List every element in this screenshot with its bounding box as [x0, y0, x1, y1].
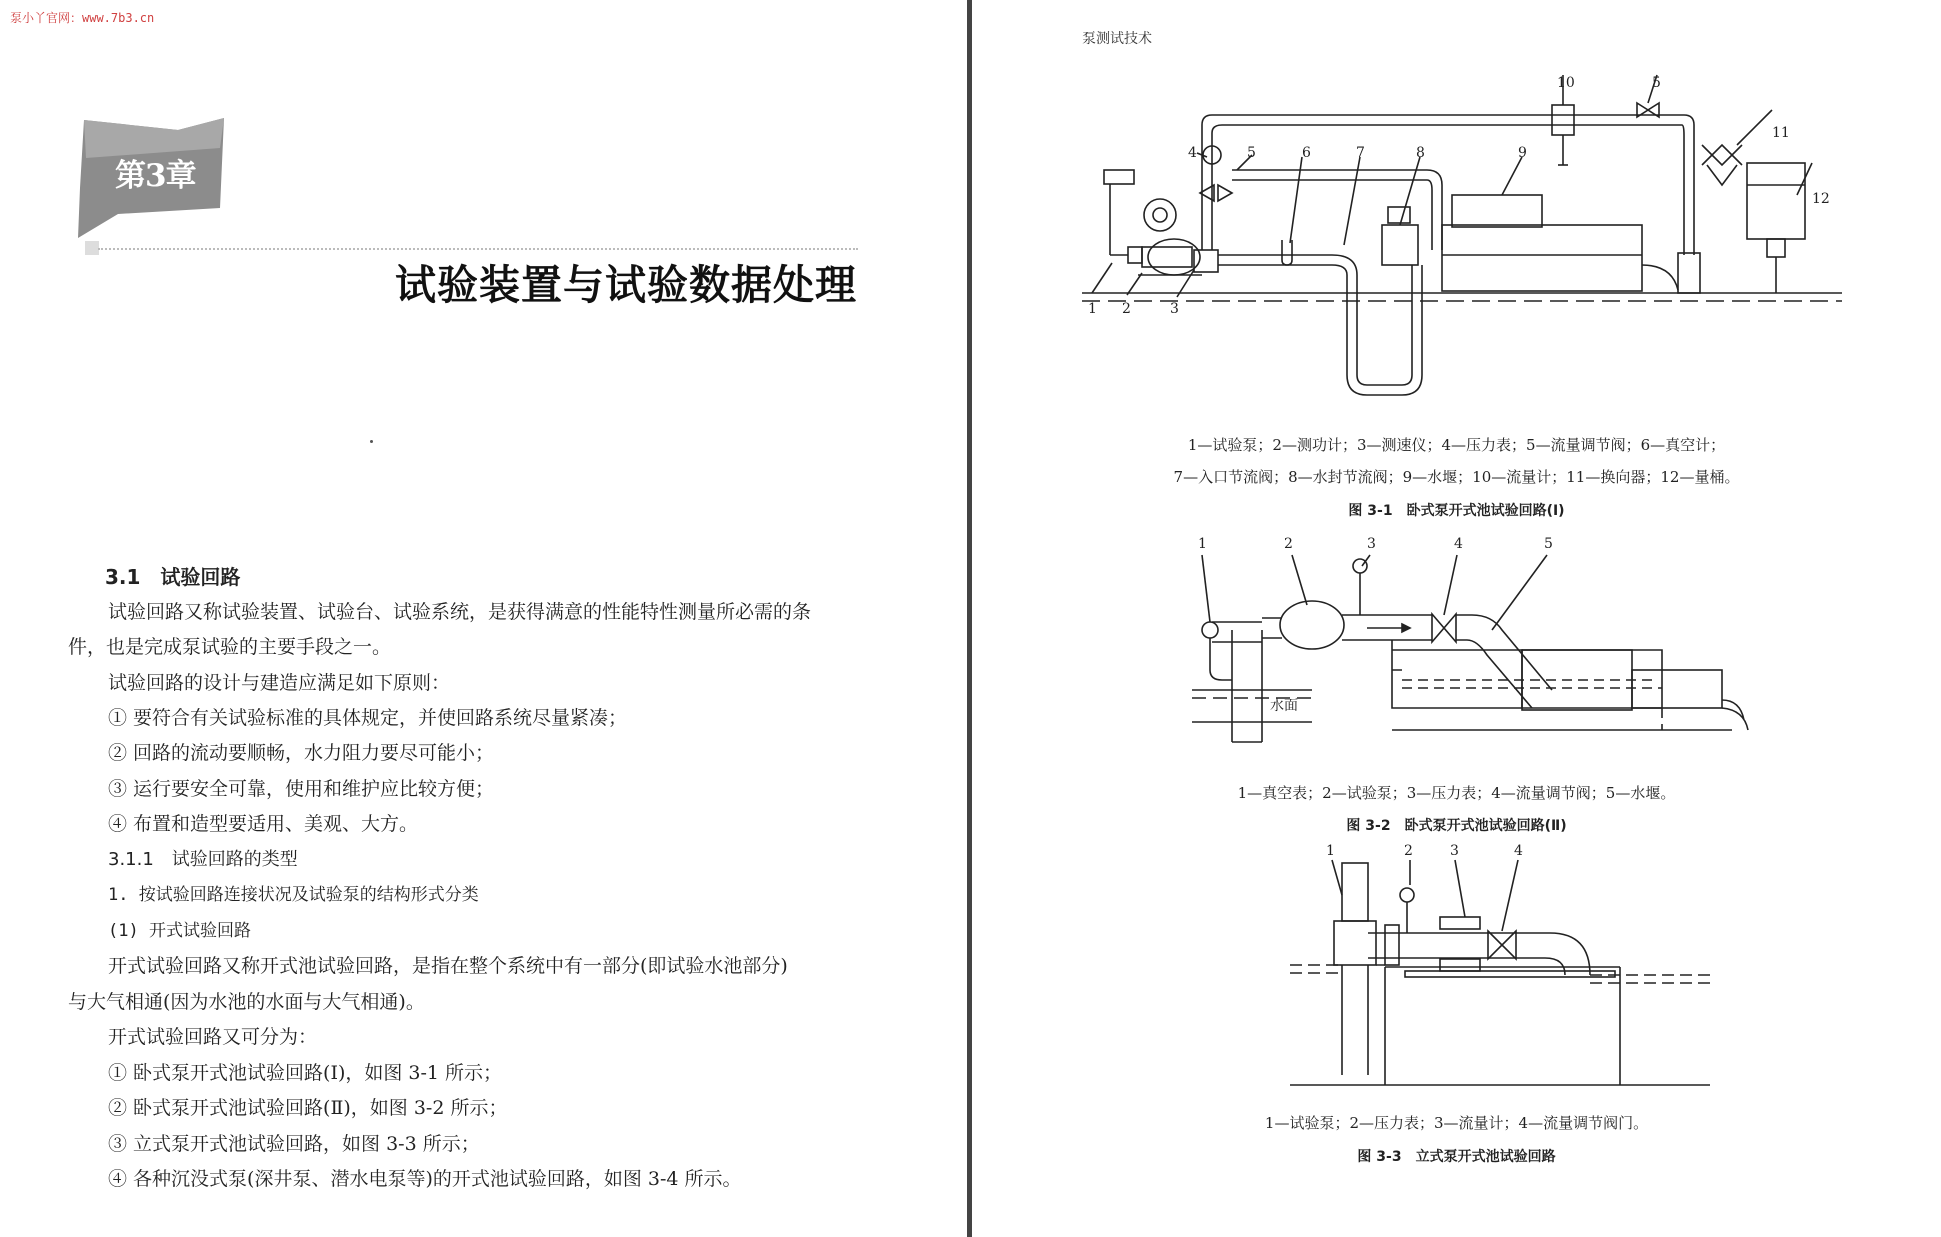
fig1-label: 5	[1247, 145, 1256, 161]
fig2-label: 5	[1544, 536, 1553, 552]
sub-heading: 1. 按试验回路连接状况及试验泵的结构形式分类	[108, 885, 479, 905]
chapter-title: 试验装置与试验数据处理	[395, 261, 857, 309]
fig2-label: 3	[1367, 536, 1376, 552]
chapter-label: 第3章	[115, 158, 196, 194]
body-line: 件，也是完成泵试验的主要手段之一。	[68, 636, 392, 658]
subsection-heading: 3.1.1 试验回路的类型	[108, 849, 298, 870]
decor-dotted-line	[98, 248, 858, 250]
fig2-label: 4	[1454, 536, 1463, 552]
fig1-label: 12	[1812, 191, 1830, 207]
figure-3-3-drawing	[1290, 843, 1710, 1095]
fig2-title: 图 3-2 卧式泵开式池试验回路(Ⅱ)	[1346, 818, 1567, 834]
body-line: ④ 布置和造型要适用、美观、大方。	[108, 813, 419, 835]
fig3-label: 4	[1514, 843, 1523, 859]
running-head: 泵测试技术	[1082, 31, 1152, 47]
fig3-label: 3	[1450, 843, 1459, 859]
body-line: ② 卧式泵开式池试验回路(Ⅱ)，如图 3-2 所示；	[108, 1097, 508, 1119]
fig1-label: 8	[1416, 145, 1425, 161]
fig3-label: 1	[1326, 843, 1335, 859]
watermark: 泵小丫官网：www.7b3.cn	[10, 11, 155, 25]
body-line: ① 卧式泵开式池试验回路(Ⅰ)，如图 3-1 所示；	[108, 1062, 503, 1084]
figure-3-1-drawing	[1082, 75, 1862, 415]
body-line: ① 要符合有关试验标准的具体规定，并使回路系统尽量紧凑；	[108, 707, 628, 729]
fig1-legend-line2: 7—入口节流阀；8—水封节流阀；9—水堰；10—流量计；11—换向器；12—量桶。	[1173, 468, 1740, 486]
figure-3-2	[1192, 530, 1752, 760]
fig3-title: 图 3-3 立式泵开式池试验回路	[1357, 1149, 1556, 1165]
fig1-label: 4	[1188, 145, 1197, 161]
fig1-label: 1	[1088, 301, 1097, 317]
section-heading: 3.1 试验回路	[105, 565, 241, 589]
body-line: 试验回路又称试验装置、试验台、试验系统，是获得满意的性能特性测量所必需的条	[108, 601, 812, 623]
body-line: ④ 各种沉没式泵(深井泵、潜水电泵等)的开式池试验回路，如图 3-4 所示。	[108, 1168, 742, 1190]
fig1-label: 5	[1652, 75, 1661, 91]
fig3-label: 2	[1404, 843, 1413, 859]
decor-square	[85, 241, 99, 255]
body-line: 开式试验回路又称开式池试验回路，是指在整个系统中有一部分(即试验水池部分)	[108, 955, 788, 977]
left-page	[0, 0, 967, 1237]
figure-3-1	[1082, 75, 1862, 415]
figure-3-2-drawing	[1192, 530, 1752, 760]
body-line: 与大气相通(因为水池的水面与大气相通)。	[68, 991, 425, 1013]
fig1-label: 2	[1122, 301, 1131, 317]
fig1-label: 7	[1356, 145, 1365, 161]
figure-3-3	[1290, 843, 1710, 1095]
fig1-label: 11	[1772, 125, 1790, 141]
decor-dot	[370, 440, 373, 443]
fig1-title: 图 3-1 卧式泵开式池试验回路(Ⅰ)	[1348, 503, 1565, 519]
fig1-label: 3	[1170, 301, 1179, 317]
fig1-label: 6	[1302, 145, 1311, 161]
fig2-legend: 1—真空表；2—试验泵；3—压力表；4—流量调节阀；5—水堰。	[1237, 784, 1676, 802]
body-line: 开式试验回路又可分为：	[108, 1026, 318, 1048]
fig1-legend-line1: 1—试验泵；2—测功计；3—测速仪；4—压力表；5—流量调节阀；6—真空计；	[1187, 436, 1726, 454]
body-line: ③ 立式泵开式池试验回路，如图 3-3 所示；	[108, 1133, 480, 1155]
fig3-legend: 1—试验泵；2—压力表；3—流量计；4—流量调节阀门。	[1264, 1114, 1649, 1132]
fig1-label: 10	[1557, 75, 1575, 91]
fig2-water-label: 水面	[1270, 698, 1298, 714]
fig2-label: 1	[1198, 536, 1207, 552]
fig2-label: 2	[1284, 536, 1293, 552]
fig1-label: 9	[1518, 145, 1527, 161]
body-line: 试验回路的设计与建造应满足如下原则：	[108, 672, 451, 694]
body-line: ② 回路的流动要顺畅，水力阻力要尽可能小；	[108, 742, 495, 764]
sub-heading: (1) 开式试验回路	[108, 921, 251, 941]
right-page	[972, 0, 1941, 1237]
body-line: ③ 运行要安全可靠，使用和维护应比较方便；	[108, 778, 495, 800]
